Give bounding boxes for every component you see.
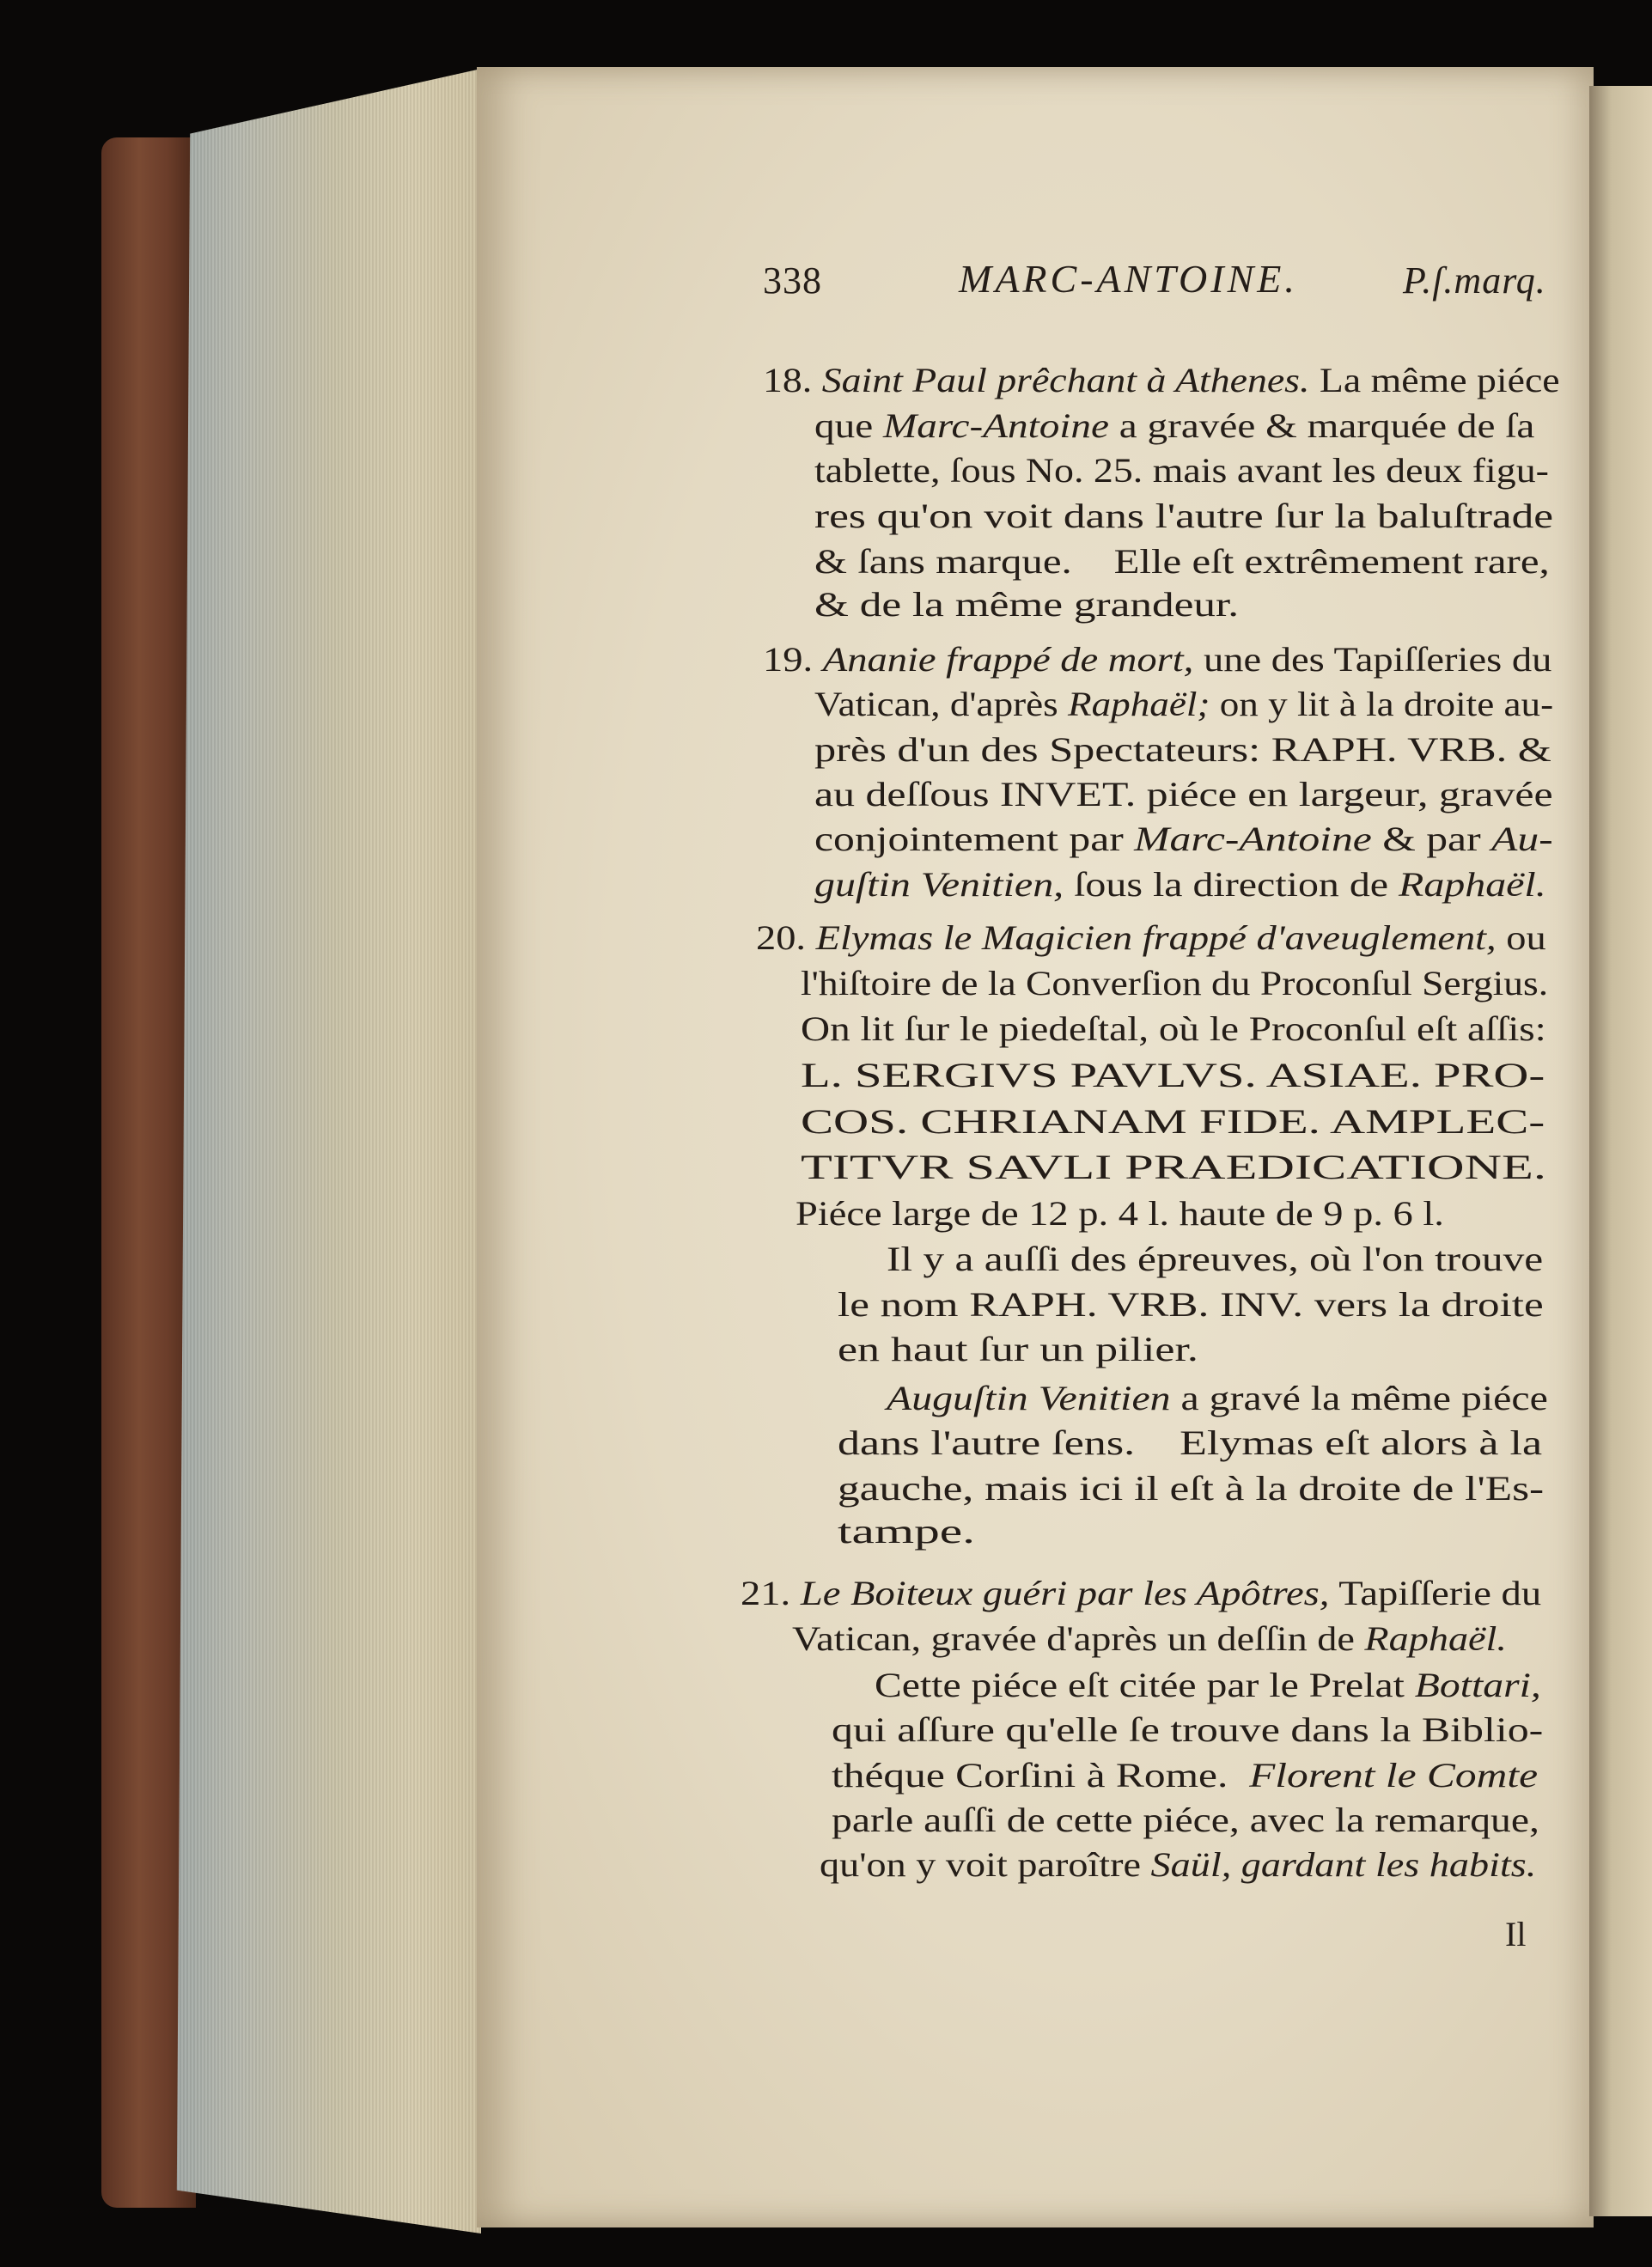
roman-text: COS. CHRIANAM FIDE. AMPLEC- bbox=[801, 1102, 1545, 1141]
text-line bbox=[814, 771, 1553, 818]
text-line bbox=[814, 727, 1551, 773]
roman-text: Il y a auſſi des épreuves, où l'on trouve bbox=[887, 1240, 1544, 1278]
roman-text: TITVR SAVLI PRAEDICATIONE. bbox=[801, 1148, 1546, 1186]
text-line bbox=[792, 1616, 1507, 1662]
text-line bbox=[801, 960, 1548, 1007]
text-line bbox=[814, 681, 1553, 728]
text-line bbox=[801, 1144, 1546, 1191]
text-line bbox=[838, 1466, 1544, 1512]
italic-text: guſtin Venitien, bbox=[814, 865, 1064, 904]
text-line bbox=[814, 448, 1549, 494]
italic-text: Bottari, bbox=[1414, 1666, 1541, 1704]
italic-text: Raphaël. bbox=[1364, 1619, 1507, 1658]
text-line bbox=[838, 1282, 1544, 1328]
roman-text: dans l'autre ſens. Elymas eſt alors à la bbox=[838, 1423, 1543, 1462]
text-line bbox=[741, 1570, 1541, 1617]
roman-text: l'hiſtoire de la Converſion du Proconſul Sergius. bbox=[801, 964, 1549, 1002]
roman-text: une des Tapiſſeries du bbox=[1193, 640, 1552, 679]
roman-text: 18. bbox=[763, 361, 822, 399]
text-line bbox=[801, 1052, 1545, 1099]
text-line bbox=[814, 539, 1550, 585]
text-line bbox=[838, 1420, 1542, 1466]
roman-text: théque Corſini à Rome. bbox=[832, 1756, 1250, 1795]
roman-text: & par bbox=[1371, 820, 1492, 858]
text-line bbox=[887, 1236, 1543, 1283]
italic-text: Marc-Antoine bbox=[882, 406, 1109, 445]
roman-text: au deſſous INVET. piéce en largeur, gravée bbox=[814, 775, 1553, 814]
text-line bbox=[814, 862, 1546, 908]
italic-text: Raphaël; bbox=[1068, 685, 1210, 723]
italic-text: Ananie frappé de mort, bbox=[822, 640, 1194, 679]
roman-text: 19. bbox=[763, 640, 823, 679]
roman-text: conjointement par bbox=[814, 820, 1135, 858]
text-line bbox=[801, 1006, 1546, 1052]
italic-text: Le Boiteux guéri par les Apôtres, bbox=[800, 1574, 1330, 1612]
text-line bbox=[756, 915, 1546, 961]
roman-text: tablette, ſous No. 25. mais avant les deux figu- bbox=[814, 451, 1549, 490]
text-line bbox=[801, 1099, 1545, 1145]
text-line bbox=[838, 1508, 975, 1555]
italic-text: Saint Paul prêchant à Athenes. bbox=[821, 361, 1310, 399]
text-line bbox=[832, 1707, 1543, 1753]
roman-text: parle auſſi de cette piéce, avec la remarque, bbox=[832, 1801, 1539, 1839]
roman-text: & ſans marque. Elle eſt extrêmement rare, bbox=[814, 542, 1550, 581]
text-line bbox=[838, 1326, 1198, 1373]
roman-text: Piéce large de 12 p. 4 l. haute de 9 p. 6 l. bbox=[796, 1194, 1444, 1233]
running-head-section: P.ſ.marq. bbox=[1403, 259, 1546, 302]
text-line bbox=[887, 1375, 1548, 1422]
text-line bbox=[832, 1797, 1539, 1843]
text-line bbox=[832, 1752, 1538, 1799]
roman-text: res qu'on voit dans l'autre ſur la baluſtrade bbox=[814, 497, 1554, 535]
roman-text: ſous la direction de bbox=[1064, 865, 1399, 904]
text-line bbox=[814, 493, 1553, 539]
italic-text: Au- bbox=[1491, 820, 1553, 858]
roman-text: a gravée & marquée de ſa bbox=[1108, 406, 1535, 445]
roman-text: Vatican, gravée d'après un deſſin de bbox=[792, 1619, 1365, 1658]
roman-text: L. SERGIVS PAVLVS. ASIAE. PRO- bbox=[801, 1056, 1545, 1094]
text-line bbox=[814, 403, 1534, 449]
roman-text: a gravé la même piéce bbox=[1170, 1379, 1548, 1417]
roman-text: on y lit à la droite au- bbox=[1210, 685, 1554, 723]
roman-text: qu'on y voit paroître bbox=[820, 1845, 1151, 1884]
roman-text: en haut ſur un pilier. bbox=[838, 1330, 1198, 1368]
page-number: 338 bbox=[763, 259, 822, 302]
roman-text: tampe. bbox=[838, 1512, 975, 1551]
text-line bbox=[814, 582, 1239, 628]
text-line bbox=[763, 637, 1551, 683]
text-line bbox=[796, 1191, 1444, 1237]
text-line bbox=[763, 357, 1560, 404]
text-line bbox=[820, 1842, 1536, 1888]
roman-text: gauche, mais ici il eſt à la droite de l'Es- bbox=[838, 1469, 1545, 1508]
roman-text: 20. bbox=[756, 918, 816, 957]
roman-text: ou bbox=[1496, 918, 1546, 957]
catchword: Il bbox=[1505, 1915, 1527, 1953]
roman-text: Cette piéce eſt citée par le Prelat bbox=[875, 1666, 1415, 1704]
italic-text: Florent le Comte bbox=[1249, 1756, 1539, 1795]
roman-text: Tapiſſerie du bbox=[1329, 1574, 1542, 1612]
roman-text: le nom RAPH. VRB. INV. vers la droite bbox=[838, 1285, 1544, 1324]
running-head-title: MARC-ANTOINE. bbox=[959, 257, 1298, 301]
italic-text: Marc-Antoine bbox=[1134, 820, 1372, 858]
roman-text: La même piéce bbox=[1309, 361, 1560, 399]
text-line bbox=[814, 816, 1553, 862]
roman-text: que bbox=[814, 406, 883, 445]
roman-text: qui aſſure qu'elle ſe trouve dans la Biblio- bbox=[832, 1710, 1544, 1749]
text-line bbox=[875, 1662, 1541, 1709]
italic-text: Raphaël. bbox=[1399, 865, 1546, 904]
roman-text: Vatican, d'après bbox=[814, 685, 1069, 723]
italic-text: Elymas le Magicien frappé d'aveuglement, bbox=[815, 918, 1497, 957]
roman-text: & de la même grandeur. bbox=[814, 585, 1240, 624]
roman-text: près d'un des Spectateurs: RAPH. VRB. & bbox=[814, 730, 1551, 769]
roman-text: On lit ſur le piedeſtal, où le Proconſul eſt aſſis: bbox=[801, 1009, 1546, 1048]
roman-text: 21. bbox=[741, 1574, 801, 1612]
italic-text: Auguſtin Venitien bbox=[887, 1379, 1171, 1417]
italic-text: Saül, gardant les habits. bbox=[1150, 1845, 1537, 1884]
